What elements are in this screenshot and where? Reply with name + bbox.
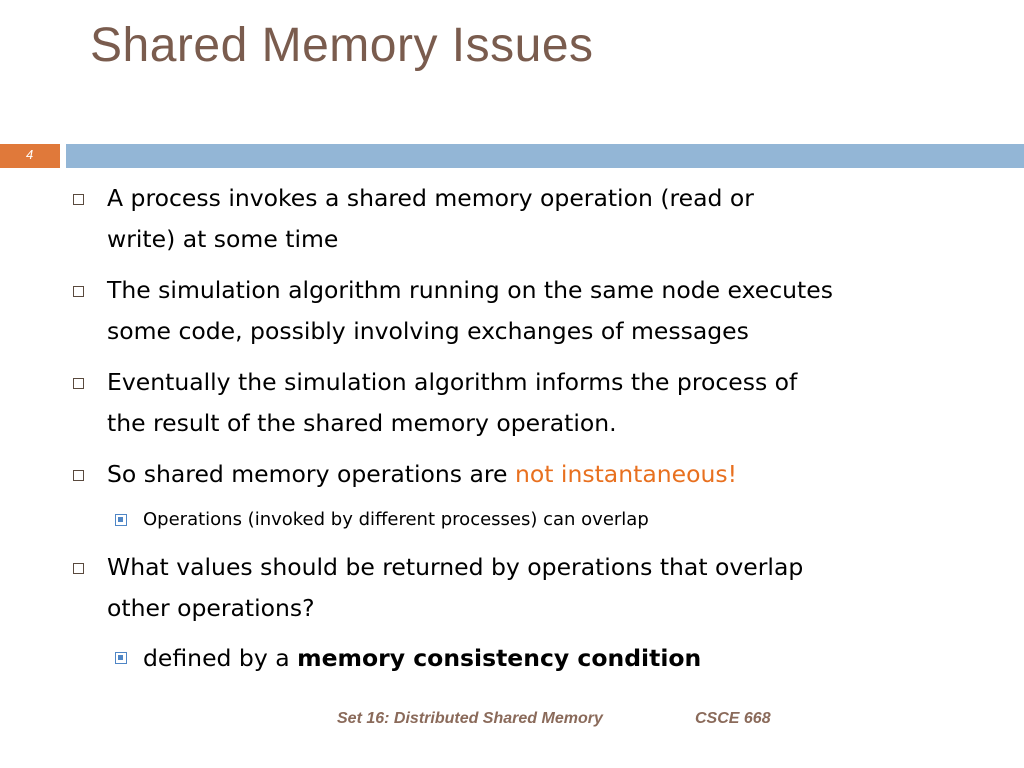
slide-title: Shared Memory Issues [90,19,594,72]
highlight-text: not instantaneous! [514,460,738,488]
bullet-3-line-2: the result of the shared memory operation. [107,409,617,437]
sub-bullet-marker-icon [115,514,127,526]
sub-bullet-2 [143,638,701,678]
bullet-marker-icon [73,286,84,297]
bullet-1-line-1: A process invokes a shared memory operation (read or [107,184,754,212]
footer-course-code: CSCE 668 [695,710,771,727]
bullet-marker-icon [73,563,84,574]
bullet-4-line [107,454,737,494]
sub-bullet-1: Operations (invoked by different processes) can overlap [143,509,649,530]
slide-number: 4 [26,147,34,162]
bold-term: memory consistency condition [297,644,702,672]
bullet-marker-icon [73,470,84,481]
bullet-5-line-1: What values should be returned by operations that overlap [107,553,804,581]
bullet-5-line-2: other operations? [107,594,315,622]
bullet-2-line-1: The simulation algorithm running on the same node executes [107,276,833,304]
footer-course-set: Set 16: Distributed Shared Memory [337,710,603,727]
bullet-2-line-2: some code, possibly involving exchanges of messages [107,317,749,345]
bullet-4-text: So shared memory operations are [107,460,515,488]
sub-bullet-2-text: defined by a [143,644,298,672]
sub-bullet-marker-icon [115,652,127,664]
bullet-marker-icon [73,378,84,389]
bullet-3-line-1: Eventually the simulation algorithm informs the process of [107,368,798,396]
bullet-1-line-2: write) at some time [107,225,339,253]
bullet-marker-icon [73,194,84,205]
